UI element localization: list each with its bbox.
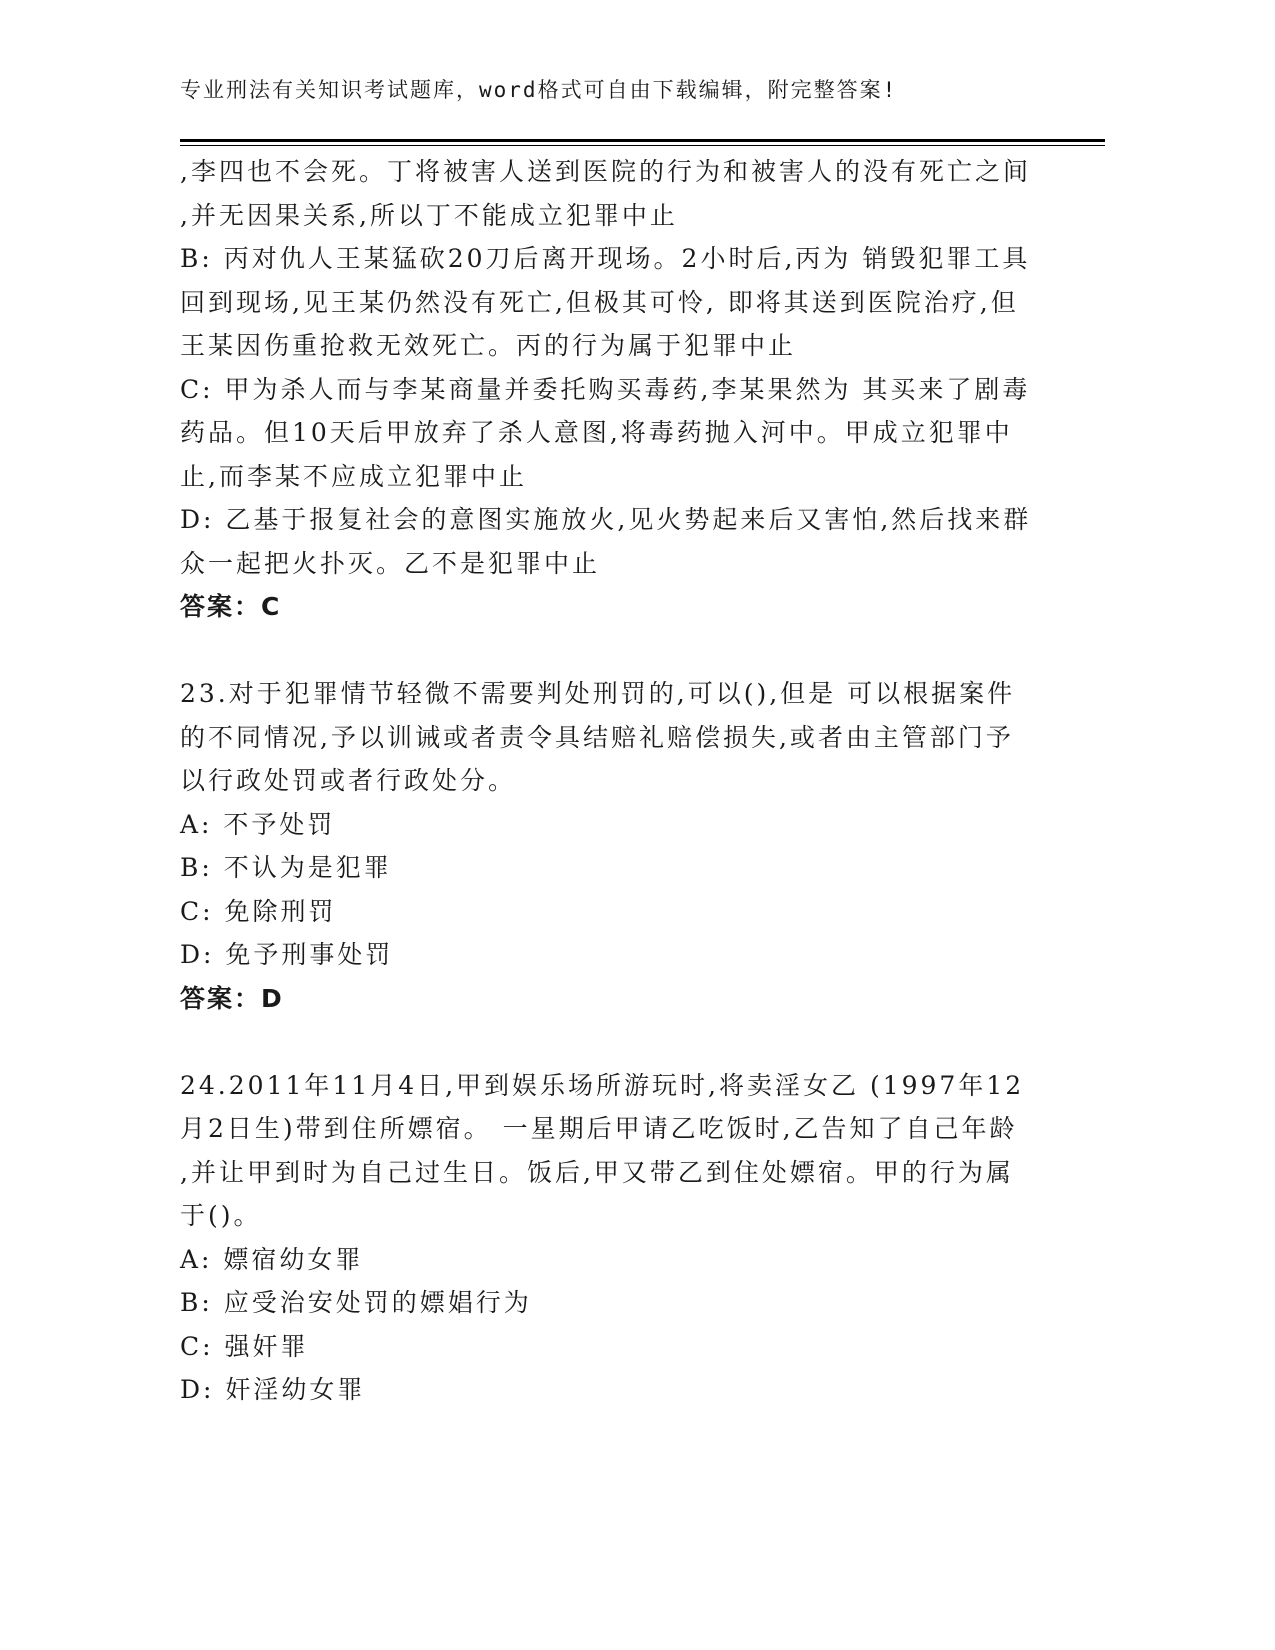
stem-line: 以行政处罚或者行政处分。 (180, 766, 517, 795)
prev-question (180, 150, 1040, 629)
header-rule-thick (180, 139, 1105, 142)
question-24 (180, 1064, 1040, 1412)
document-body (180, 150, 1040, 1412)
option-c: C: 强奸罪 (180, 1331, 309, 1361)
option-d: D: 奸淫幼女罪 (180, 1375, 366, 1404)
option-c-line: 药品。但10天后甲放弃了杀人意图,将毒药抛入河中。甲成立犯罪中 (180, 418, 1013, 447)
stem-line: ,并让甲到时为自己过生日。饭后,甲又带乙到住处嫖宿。甲的行为属 (180, 1157, 1014, 1187)
option-c: C: 免除刑罚 (180, 896, 337, 926)
spacer (180, 629, 1040, 673)
spacer (180, 1020, 1040, 1064)
stem-line: ,并无因果关系,所以丁不能成立犯罪中止 (180, 200, 678, 230)
option-b: B: 不认为是犯罪 (180, 853, 392, 882)
question-23 (180, 672, 1040, 1020)
option-b-line: 王某因伤重抢救无效死亡。丙的行为属于犯罪中止 (180, 331, 797, 360)
stem-line: 23.对于犯罪情节轻微不需要判处刑罚的,可以(),但是 可以根据案件 (180, 679, 1016, 708)
stem-line: 月2日生)带到住所嫖宿。 一星期后甲请乙吃饭时,乙告知了自己年龄 (180, 1114, 1018, 1143)
option-c-line: C: 甲为杀人而与李某商量并委托购买毒药,李某果然为 其买来了剧毒 (180, 374, 1031, 404)
stem-line: ,李四也不会死。丁将被害人送到医院的行为和被害人的没有死亡之间 (180, 157, 1031, 186)
option-a: A: 嫖宿幼女罪 (180, 1244, 364, 1274)
option-d-line: D: 乙基于报复社会的意图实施放火,见火势起来后又害怕,然后找来群 (180, 505, 1032, 534)
page-header: 专业刑法有关知识考试题库，word格式可自由下载编辑，附完整答案! (180, 78, 898, 102)
stem-line: 24.2011年11月4日,甲到娱乐场所游玩时,将卖淫女乙 (1997年12 (180, 1070, 1025, 1100)
option-b-line: 回到现场,见王某仍然没有死亡,但极其可怜, 即将其送到医院治疗,但 (180, 287, 1019, 317)
option-b-line: B: 丙对仇人王某猛砍20刀后离开现场。2小时后,丙为 销毁犯罪工具 (180, 244, 1031, 273)
option-d-line: 众一起把火扑灭。乙不是犯罪中止 (180, 548, 601, 578)
option-c-line: 止,而李某不应成立犯罪中止 (180, 461, 527, 491)
answer-line: 答案：C (180, 592, 282, 621)
stem-line: 于()。 (180, 1201, 262, 1230)
option-a: A: 不予处罚 (180, 809, 336, 839)
option-d: D: 免予刑事处罚 (180, 940, 394, 969)
answer-line: 答案：D (180, 983, 284, 1013)
stem-line: 的不同情况,予以训诫或者责令具结赔礼赔偿损失,或者由主管部门予 (180, 722, 1014, 752)
option-b: B: 应受治安处罚的嫖娼行为 (180, 1288, 532, 1317)
header-rule-thin (180, 145, 1105, 146)
